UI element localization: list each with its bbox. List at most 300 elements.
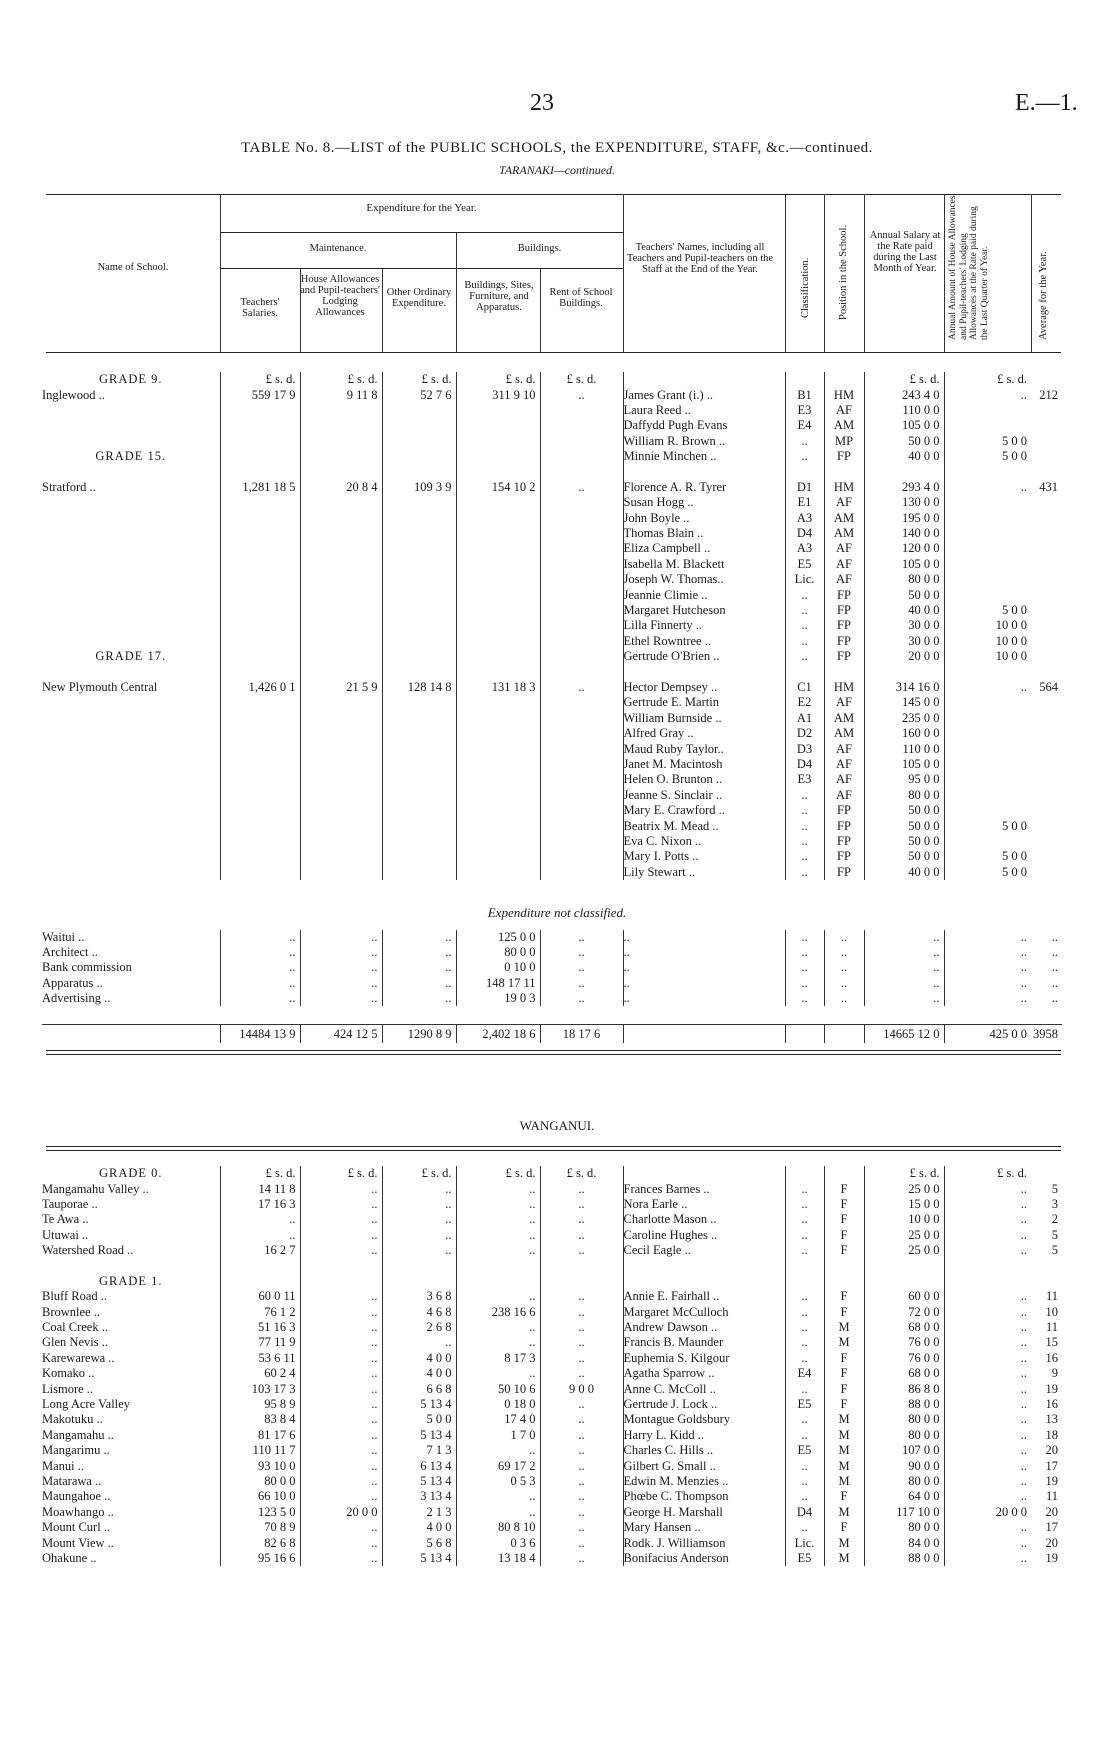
table-cell (220, 849, 300, 864)
table-cell: F (824, 1228, 864, 1243)
table-cell: 4 0 0 (382, 1366, 456, 1381)
table-cell: Tauporae .. (42, 1196, 98, 1211)
table-cell: Thomas Blain .. (623, 526, 785, 541)
table-cell: .. (300, 1197, 382, 1212)
table-cell: £ s. d. (220, 1166, 300, 1181)
table-cell (456, 818, 540, 833)
table-cell: .. (300, 1228, 382, 1243)
table-cell: Euphemia S. Kilgour (623, 1351, 785, 1366)
table-cell: E4 (785, 1366, 824, 1381)
table-cell (220, 865, 300, 880)
table-cell: .. (785, 803, 824, 818)
table-cell (864, 464, 944, 479)
table-cell: .. (300, 1335, 382, 1350)
table-cell: 5 6 8 (382, 1535, 456, 1550)
table-cell: .. (1051, 990, 1058, 1005)
table-cell (382, 726, 456, 741)
table-cell: Margaret Hutcheson (623, 603, 785, 618)
table-cell: .. (382, 1181, 456, 1196)
table-cell: AF (824, 788, 864, 803)
table-cell: .. (944, 1397, 1031, 1412)
table-cell: .. (456, 1212, 540, 1227)
table-cell (540, 434, 623, 449)
table-cell: 86 8 0 (864, 1381, 944, 1396)
table-cell: 10 0 0 (944, 634, 1031, 649)
table-cell (824, 372, 864, 387)
table-cell: 235 0 0 (864, 711, 944, 726)
table-cell: 154 10 2 (456, 480, 540, 495)
table-row (42, 930, 1062, 945)
table-cell: Long Acre Valley (42, 1397, 130, 1412)
table-cell (382, 464, 456, 479)
table-cell: 80 0 0 (864, 788, 944, 803)
table-cell: .. (785, 1520, 824, 1535)
table-cell: HM (824, 480, 864, 495)
table-cell: Margaret McCulloch (623, 1305, 785, 1320)
table-cell: .. (944, 1181, 1031, 1196)
table-cell: .. (785, 1489, 824, 1504)
table-cell: 5 (1051, 1181, 1058, 1196)
table-cell: 9 0 0 (540, 1381, 623, 1396)
table-cell: .. (785, 1320, 824, 1335)
table-cell (540, 634, 623, 649)
table-row (42, 1212, 1062, 1227)
table-cell: .. (785, 634, 824, 649)
table-cell: 131 18 3 (456, 680, 540, 695)
table-cell: E4 (785, 418, 824, 433)
table-cell: .. (220, 960, 300, 975)
table-cell (42, 726, 220, 741)
table-row (42, 803, 1062, 818)
table-cell (944, 418, 1031, 433)
table-cell: .. (456, 1489, 540, 1504)
table-cell (382, 711, 456, 726)
col-header-salary: Annual Salary at the Rate paid during the Last Month of Year. (869, 230, 941, 274)
table-cell: .. (944, 960, 1031, 975)
table-cell: 40 0 0 (864, 865, 944, 880)
table-cell: F (824, 1212, 864, 1227)
table-cell: .. (220, 1212, 300, 1227)
table-cell (540, 849, 623, 864)
table-cell (220, 649, 300, 664)
table-cell: Matarawa .. (42, 1474, 102, 1488)
table-cell: .. (382, 945, 456, 960)
table-row (42, 434, 1062, 449)
table-cell: 20 0 0 (944, 1505, 1031, 1520)
table-cell: 11 (1045, 1289, 1058, 1304)
table-row (42, 572, 1062, 587)
table-cell: Alfred Gray .. (623, 726, 785, 741)
table-cell: 110 11 7 (220, 1443, 300, 1458)
table-row (42, 991, 1062, 1006)
table-cell (300, 587, 382, 602)
table-cell: 3 6 8 (382, 1289, 456, 1304)
table-cell: M (824, 1458, 864, 1473)
table-cell (944, 772, 1031, 787)
table-cell (220, 634, 300, 649)
table-cell: 80 0 0 (864, 1428, 944, 1443)
table-cell: .. (540, 1474, 623, 1489)
table-cell: £ s. d. (382, 1166, 456, 1181)
table-cell: .. (944, 976, 1031, 991)
table-cell (220, 511, 300, 526)
table-cell: .. (824, 991, 864, 1006)
table-cell: Charlotte Mason .. (623, 1212, 785, 1227)
header-vrule (824, 194, 825, 352)
table-cell: Mangamahu .. (42, 1427, 114, 1442)
table-cell (300, 1274, 382, 1289)
table-cell (300, 603, 382, 618)
table-cell (42, 1258, 220, 1273)
col-header-house-allowances: House Allowances and Pupil-teachers' Lodging Allowances (300, 274, 380, 318)
table-cell: .. (300, 1351, 382, 1366)
table-cell: 5 0 0 (944, 449, 1031, 464)
table-row (42, 1397, 1062, 1412)
table-cell: .. (382, 991, 456, 1006)
table-cell: F (824, 1351, 864, 1366)
table-cell: .. (540, 1551, 623, 1566)
table-cell (382, 618, 456, 633)
table-cell (1031, 849, 1062, 864)
table-cell: Caroline Hughes .. (623, 1228, 785, 1243)
table-row (42, 834, 1062, 849)
header-vrule (220, 194, 221, 352)
table-cell (1031, 511, 1062, 526)
table-cell: Francis B. Maunder (623, 1335, 785, 1350)
table-cell (42, 664, 220, 679)
table-cell: D3 (785, 741, 824, 756)
table-cell (456, 572, 540, 587)
table-cell (456, 526, 540, 541)
table-cell (382, 664, 456, 679)
table-cell: .. (944, 1474, 1031, 1489)
table-cell: Coal Creek .. (42, 1320, 108, 1335)
header-rule-1 (220, 232, 623, 233)
table-row (42, 1243, 1062, 1258)
table-cell: 76 0 0 (864, 1351, 944, 1366)
table-cell (220, 726, 300, 741)
table-cell: £ s. d. (944, 1166, 1031, 1181)
table-cell (1031, 572, 1062, 587)
table-cell: 17 4 0 (456, 1412, 540, 1427)
table-cell: .. (785, 991, 824, 1006)
table-cell: .. (300, 1551, 382, 1566)
table-cell: .. (785, 865, 824, 880)
table-cell: .. (540, 1197, 623, 1212)
table-cell (382, 403, 456, 418)
table-cell: William Burnside .. (623, 711, 785, 726)
table-cell: .. (623, 976, 785, 991)
table-cell: .. (944, 1551, 1031, 1566)
table-cell (382, 572, 456, 587)
table-cell (1031, 403, 1062, 418)
table-cell (300, 865, 382, 880)
table-cell (220, 788, 300, 803)
table-cell: M (824, 1428, 864, 1443)
table-cell (1031, 526, 1062, 541)
table-cell: A1 (785, 711, 824, 726)
table-cell (220, 711, 300, 726)
table-cell (540, 587, 623, 602)
table-cell: .. (864, 945, 944, 960)
table-cell: Anne C. McColl .. (623, 1381, 785, 1396)
table-row (42, 387, 1062, 402)
table-cell (382, 1274, 456, 1289)
table-cell (220, 618, 300, 633)
table-cell (42, 818, 220, 833)
table-cell: AF (824, 495, 864, 510)
table-cell (944, 464, 1031, 479)
table-cell: Mary I. Potts .. (623, 849, 785, 864)
table-cell: 83 8 4 (220, 1412, 300, 1427)
table-cell: Lic. (785, 1535, 824, 1550)
table-cell: Mangamahu Valley .. (42, 1181, 149, 1196)
table-cell: .. (300, 1412, 382, 1427)
table-cell (220, 772, 300, 787)
table-cell: .. (944, 1305, 1031, 1320)
table-cell (42, 772, 220, 787)
table-cell: .. (944, 1412, 1031, 1427)
table-cell (1031, 372, 1062, 387)
table-cell: 25 0 0 (864, 1228, 944, 1243)
table-cell: .. (785, 976, 824, 991)
table-cell: .. (540, 1412, 623, 1427)
table-cell: Ethel Rowntree .. (623, 634, 785, 649)
table-cell: .. (944, 1197, 1031, 1212)
table-cell: 90 0 0 (864, 1458, 944, 1473)
table-cell: 0 3 6 (456, 1535, 540, 1550)
table-cell (456, 711, 540, 726)
table-cell (1031, 788, 1062, 803)
table-cell (456, 664, 540, 679)
table-cell (456, 695, 540, 710)
table-cell: .. (623, 991, 785, 1006)
table-cell (1031, 634, 1062, 649)
table-cell (42, 526, 220, 541)
table-cell: 14 11 8 (220, 1181, 300, 1196)
table-cell: AF (824, 741, 864, 756)
table-cell (540, 865, 623, 880)
table-cell (456, 434, 540, 449)
totals-row (42, 1025, 1062, 1044)
table-row (42, 1366, 1062, 1381)
table-cell: .. (540, 1305, 623, 1320)
table-cell: .. (540, 1489, 623, 1504)
table-cell: M (824, 1412, 864, 1427)
table-cell: 19 (1045, 1550, 1058, 1565)
table-cell: 19 (1045, 1381, 1058, 1396)
table-cell: .. (944, 1489, 1031, 1504)
table-cell: D4 (785, 526, 824, 541)
table-cell: 0 18 0 (456, 1397, 540, 1412)
table-cell: D1 (785, 480, 824, 495)
table-cell: AF (824, 403, 864, 418)
table-cell (623, 1274, 785, 1289)
total-cell (42, 1025, 220, 1044)
table-cell (42, 603, 220, 618)
table-cell: .. (824, 930, 864, 945)
table-cell: Montague Goldsbury (623, 1412, 785, 1427)
table-cell: George H. Marshall (623, 1505, 785, 1520)
table-row (42, 976, 1062, 991)
table-cell: Mangarimu .. (42, 1443, 110, 1458)
table-row (42, 418, 1062, 433)
table-cell: 50 0 0 (864, 587, 944, 602)
table-cell (382, 495, 456, 510)
table-cell: E2 (785, 695, 824, 710)
table-cell: .. (785, 1212, 824, 1227)
table-cell: Lic. (785, 572, 824, 587)
table-cell: Te Awa .. (42, 1212, 89, 1227)
header-vrule (300, 268, 301, 352)
table-cell: .. (944, 1320, 1031, 1335)
table-cell: E5 (785, 557, 824, 572)
table-cell (944, 834, 1031, 849)
table-cell (300, 403, 382, 418)
table-row (42, 464, 1062, 479)
table-cell (456, 418, 540, 433)
table-cell: Isabella M. Blackett (623, 557, 785, 572)
table-row (42, 1197, 1062, 1212)
table-cell (300, 449, 382, 464)
table-cell (382, 449, 456, 464)
table-cell: .. (300, 1474, 382, 1489)
table-cell: 10 (1045, 1304, 1058, 1319)
table-cell: .. (540, 1397, 623, 1412)
table-cell (824, 1258, 864, 1273)
table-cell (300, 572, 382, 587)
table-cell: 4 6 8 (382, 1305, 456, 1320)
table-cell: 52 7 6 (382, 387, 456, 402)
table-row (42, 1428, 1062, 1443)
table-cell: .. (382, 1197, 456, 1212)
table-cell: .. (456, 1181, 540, 1196)
table-cell: 25 0 0 (864, 1181, 944, 1196)
table-cell: .. (944, 1351, 1031, 1366)
section-bottom-rule-2 (46, 1054, 1061, 1055)
table-cell: £ s. d. (456, 1166, 540, 1181)
table-cell: .. (456, 1335, 540, 1350)
table-cell: .. (944, 1289, 1031, 1304)
header-bottom-rule (46, 352, 1061, 353)
table-cell: 18 (1045, 1427, 1058, 1442)
table-cell (42, 495, 220, 510)
table-cell (42, 834, 220, 849)
table-cell (42, 557, 220, 572)
table-cell (456, 741, 540, 756)
table-cell: .. (785, 603, 824, 618)
table-cell: 7 1 3 (382, 1443, 456, 1458)
table-cell: .. (944, 387, 1031, 402)
table-row (42, 449, 1062, 464)
table-cell: M (824, 1443, 864, 1458)
table-cell: FP (824, 618, 864, 633)
table-cell (382, 772, 456, 787)
table-cell: .. (864, 930, 944, 945)
table-cell (1031, 449, 1062, 464)
table-cell: 20 (1045, 1443, 1058, 1458)
table-cell: 69 17 2 (456, 1458, 540, 1473)
table-cell (300, 434, 382, 449)
table-cell (220, 557, 300, 572)
table-cell: 107 0 0 (864, 1443, 944, 1458)
table-cell: 117 10 0 (864, 1505, 944, 1520)
totals-table (42, 1024, 1062, 1043)
table-cell: .. (540, 1505, 623, 1520)
table-cell: 314 16 0 (864, 680, 944, 695)
page-reference: E.—1. (1015, 90, 1078, 116)
table-cell: .. (540, 387, 623, 402)
table-row (42, 772, 1062, 787)
table-cell (42, 757, 220, 772)
table-cell: 60 0 0 (864, 1289, 944, 1304)
table-cell (1031, 418, 1062, 433)
table-row (42, 757, 1062, 772)
col-header-expenditure: Expenditure for the Year. (366, 202, 477, 214)
table-cell: .. (220, 1228, 300, 1243)
table-cell: .. (944, 930, 1031, 945)
wanganui-top-rule (46, 1146, 1061, 1147)
table-cell: FP (824, 634, 864, 649)
table-cell: Nora Earle .. (623, 1197, 785, 1212)
table-cell (220, 741, 300, 756)
table-cell: 2 1 3 (382, 1505, 456, 1520)
col-header-teachers-salaries: Teachers' Salaries. (240, 297, 280, 319)
table-cell: .. (540, 1458, 623, 1473)
table-cell (623, 372, 785, 387)
table-cell: HM (824, 680, 864, 695)
table-cell: Waitui .. (42, 930, 85, 945)
table-cell: .. (540, 1212, 623, 1227)
header-vrule (864, 194, 865, 352)
table-cell (220, 541, 300, 556)
table-cell: .. (300, 1535, 382, 1550)
table-cell: F (824, 1381, 864, 1396)
table-cell: 10 0 0 (864, 1212, 944, 1227)
table-cell (220, 818, 300, 833)
table-cell: .. (540, 480, 623, 495)
total-cell (785, 1025, 824, 1044)
table-cell: Moawhango .. (42, 1504, 114, 1519)
table-cell (540, 788, 623, 803)
table-cell: .. (540, 1320, 623, 1335)
table-cell: 50 0 0 (864, 834, 944, 849)
table-cell: 80 0 0 (456, 945, 540, 960)
table-cell: .. (785, 1289, 824, 1304)
table-cell (944, 557, 1031, 572)
table-cell (300, 834, 382, 849)
table-cell: Bluff Road .. (42, 1289, 108, 1304)
table-cell (220, 526, 300, 541)
table-cell: .. (864, 960, 944, 975)
table-row (42, 634, 1062, 649)
table-cell: 5 0 0 (382, 1412, 456, 1427)
table-row (42, 511, 1062, 526)
table-cell: .. (540, 1335, 623, 1350)
table-cell: 40 0 0 (864, 603, 944, 618)
table-cell (382, 434, 456, 449)
table-cell: 105 0 0 (864, 418, 944, 433)
table-cell: Gilbert G. Small .. (623, 1458, 785, 1473)
table-cell: .. (300, 1428, 382, 1443)
table-row (42, 1181, 1062, 1196)
table-cell: FP (824, 803, 864, 818)
table-cell: Bonifacius Anderson (623, 1551, 785, 1566)
table-cell (1031, 664, 1062, 679)
header-rule-2 (220, 268, 623, 269)
table-cell (456, 634, 540, 649)
table-cell: A3 (785, 541, 824, 556)
